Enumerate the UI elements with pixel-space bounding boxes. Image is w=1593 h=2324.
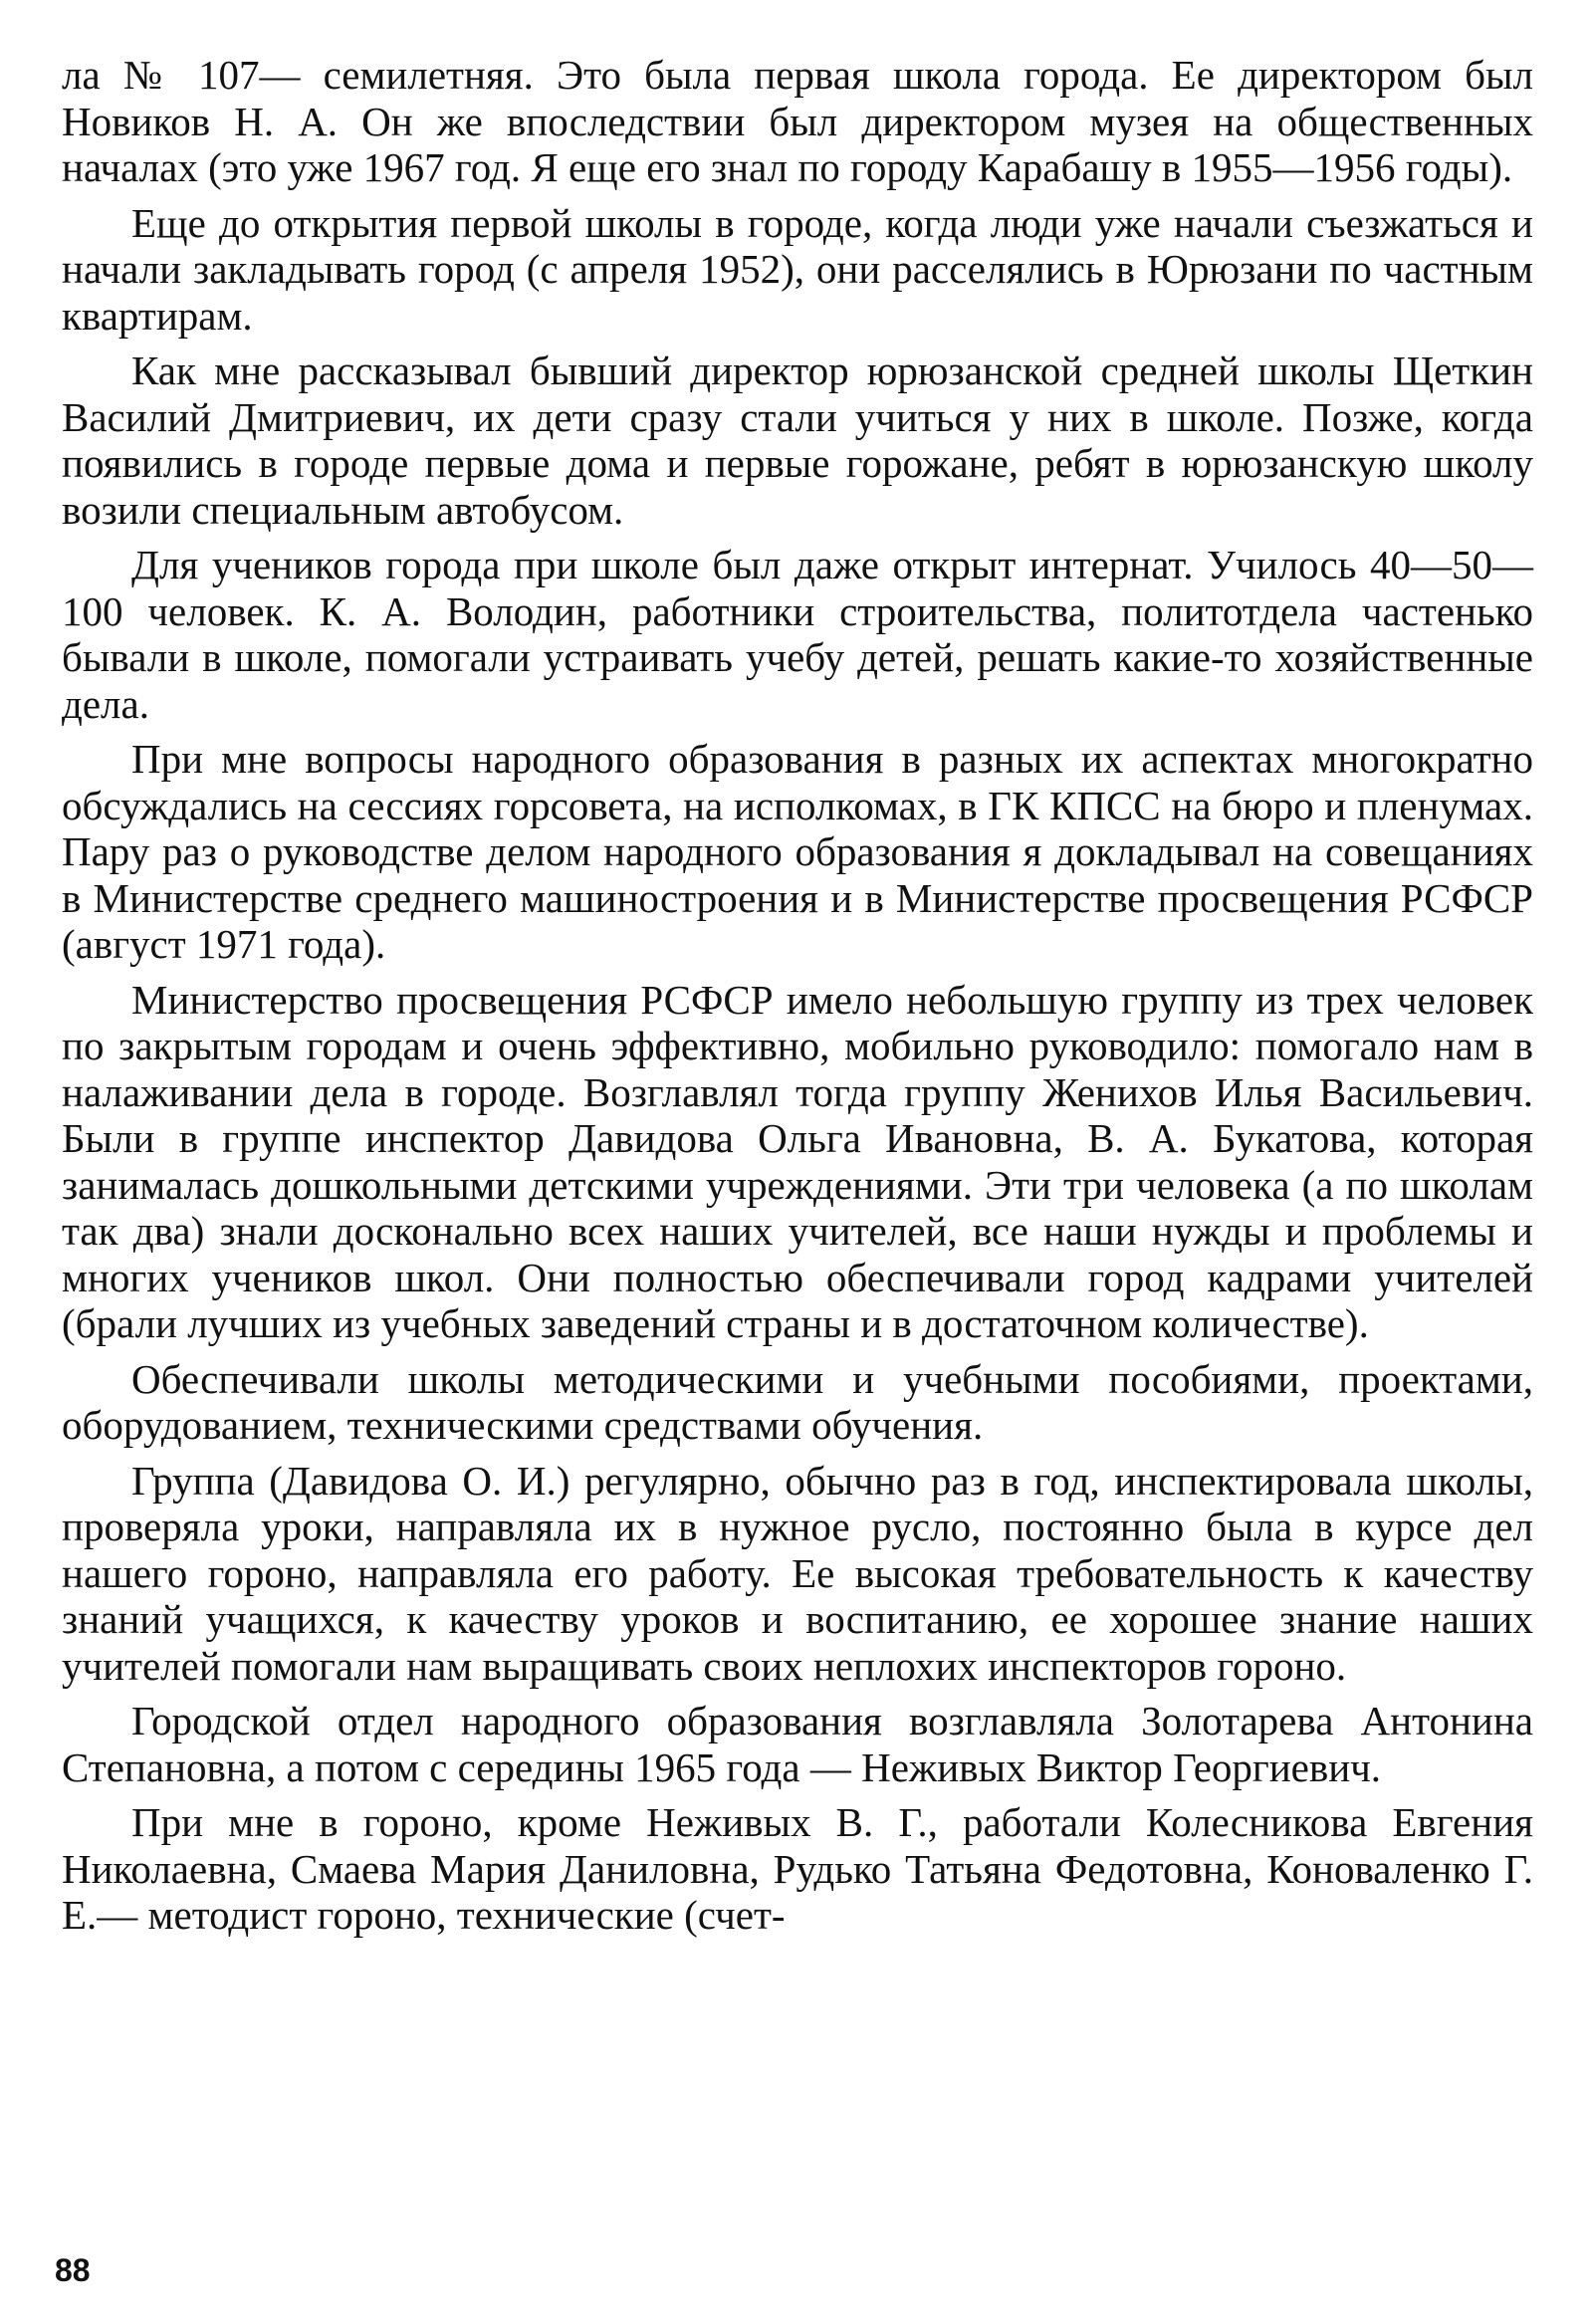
paragraph-continued-school-107: ла № 107— семилетняя. Это была первая школа города. Ее директором был Новиков Н. А. Он же впоследствии был директором музея на общественных началах (это уже 1967 год. Я еще его знал по городу Карабашу в 1955—1956 годы). [62, 52, 1533, 190]
page-number: 88 [55, 2252, 91, 2288]
paragraph-boarding-school: Для учеников города при школе был даже открыт интернат. Училось 40—50—100 человек. К. А. Володин, работники строительства, политотдела частенько бывали в школе, помогали устраивать учебу детей, решать какие-то хозяйственные дела. [62, 542, 1533, 727]
page-body [62, 52, 1533, 1948]
paragraph-city-department-heads: Городской отдел народного образования возглавляла Золотарева Антонина Степановна, а потом с середины 1965 года — Неживых Виктор Георгиевич. [62, 1698, 1533, 1790]
paragraph-methodical-aids: Обеспечивали школы методическими и учебными пособиями, проектами, оборудованием, техническими средствами обучения. [62, 1355, 1533, 1448]
paragraph-gorono-staff: При мне в гороно, кроме Неживых В. Г., работали Колесникова Евгения Николаевна, Смаева Мария Даниловна, Рудько Татьяна Федотовна, Коноваленко Г. Е.— методист гороно, технические (счет- [62, 1799, 1533, 1938]
paragraph-ministry-group: Министерство просвещения РСФСР имело небольшую группу из трех человек по закрытым городам и очень эффективно, мобильно руководило: помогало нам в налаживании дела в городе. Возглавлял тогда группу Женихов Илья Васильевич. Были в группе инспектор Давидова Ольга Ивановна, В. А. Букатова, которая занималась дошкольными детскими учреждениями. Эти три человека (а по школам так два) знали досконально всех наших учителей, все наши нужды и проблемы и многих учеников школ. Они полностью обеспечивали город кадрами учителей (брали лучших из учебных заведений страны и в достаточном количестве). [62, 976, 1533, 1346]
paragraph-yuryuzan-school: Как мне рассказывал бывший директор юрюзанской средней школы Щеткин Василий Дмитриевич, их дети сразу стали учиться у них в школе. Позже, когда появились в городе первые дома и первые горожане, ребят в юрюзанскую школу возили специальным автобусом. [62, 348, 1533, 533]
paragraph-inspections: Группа (Давидова О. И.) регулярно, обычно раз в год, инспектировала школы, проверяла уроки, направляла их в нужное русло, постоянно была в курсе дел нашего гороно, направляла его работу. Ее высокая требовательность к качеству знаний учащихся, к качеству уроков и воспитанию, ее хорошее знание наших учителей помогали нам выращивать своих неплохих инспекторов гороно. [62, 1457, 1533, 1689]
paragraph-education-discussions: При мне вопросы народного образования в разных их аспектах многократно обсуждались на сессиях горсовета, на исполкомах, в ГК КПСС на бюро и пленумах. Пару раз о руководстве делом народного образования я докладывал на совещаниях в Министерстве среднего машиностроения и в Министерстве просвещения РСФСР (август 1971 года). [62, 736, 1533, 967]
paragraph-before-first-school: Еще до открытия первой школы в городе, когда люди уже начали съезжаться и начали закладывать город (с апреля 1952), они расселялись в Юрюзани по частным квартирам. [62, 199, 1533, 339]
